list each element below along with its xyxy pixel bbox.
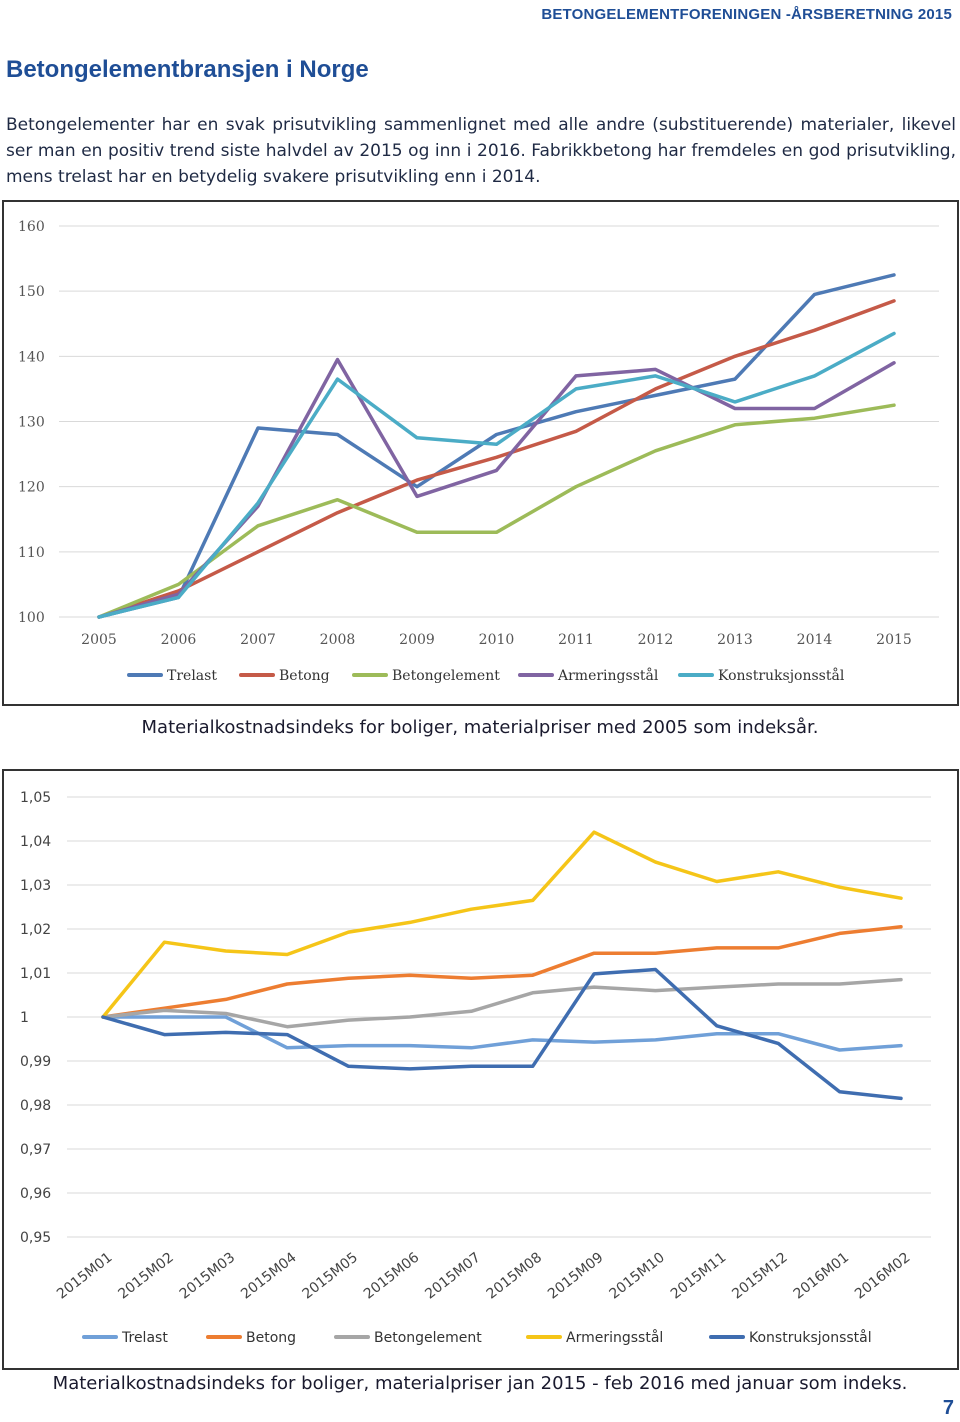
chart1-x-tick-label: 2006	[160, 632, 197, 648]
chart2-series-line	[103, 832, 901, 1017]
chart1-legend-label: Armeringsstål	[558, 668, 659, 684]
chart1-x-tick-label: 2005	[81, 632, 117, 648]
chart1-legend-label: Trelast	[167, 668, 217, 684]
chart2-x-tick-label: 2015M10	[606, 1249, 668, 1303]
chart1-y-tick-label: 130	[18, 414, 45, 431]
chart2-x-tick-label: 2015M03	[176, 1249, 239, 1303]
chart2-x-tick-label: 2015M07	[422, 1249, 484, 1303]
chart2-x-tick-label: 2015M08	[483, 1249, 546, 1303]
page-title: Betongelementbransjen i Norge	[6, 56, 369, 83]
chart1-legend-label: Betongelement	[392, 668, 500, 684]
chart-index-jan2015-svg	[4, 771, 957, 1368]
chart2-y-tick-label: 1,04	[20, 834, 52, 850]
chart2-y-tick-label: 1,01	[20, 966, 52, 982]
chart1-series-line	[99, 334, 894, 618]
chart1-series-line	[99, 301, 894, 617]
chart2-x-tick-label: 2015M12	[729, 1249, 791, 1303]
page-number: 7	[942, 1397, 954, 1419]
chart2-legend-label: Konstruksjonsstål	[749, 1330, 872, 1346]
chart2-y-tick-label: 1,05	[20, 790, 52, 806]
chart2-x-tick-label: 2015M01	[53, 1249, 116, 1303]
chart2-x-tick-label: 2015M06	[360, 1249, 423, 1303]
chart1-x-tick-label: 2015	[876, 632, 912, 648]
chart-index-2005-svg	[4, 202, 957, 704]
chart1-legend-label: Betong	[279, 668, 330, 684]
chart1-x-tick-label: 2007	[240, 632, 276, 648]
chart2-y-tick-label: 1,02	[20, 922, 52, 938]
report-header: BETONGELEMENTFORENINGEN -ÅRSBERETNING 2015	[541, 6, 952, 23]
chart2-y-tick-label: 0,98	[20, 1098, 52, 1114]
chart2-x-tick-label: 2015M04	[238, 1249, 300, 1303]
chart1-y-tick-label: 100	[18, 610, 45, 626]
chart1-y-tick-label: 150	[18, 284, 45, 301]
chart2-legend-label: Betong	[246, 1330, 297, 1346]
chart1-series-line	[99, 360, 894, 617]
chart1-legend-label: Konstruksjonsstål	[718, 668, 845, 684]
chart-index-jan2015	[2, 769, 959, 1370]
chart2-legend-label: Betongelement	[374, 1330, 482, 1346]
chart2-y-tick-label: 1	[20, 1010, 29, 1026]
chart-index-jan2015-caption: Materialkostnadsindeks for boliger, materialpriser jan 2015 - feb 2016 med januar som indeks.	[52, 1373, 908, 1394]
chart1-y-tick-label: 160	[18, 219, 45, 235]
chart2-x-tick-label: 2015M11	[667, 1249, 730, 1303]
chart1-x-tick-label: 2012	[637, 632, 674, 648]
chart1-x-tick-label: 2009	[399, 632, 435, 648]
chart2-y-tick-label: 0,95	[20, 1230, 52, 1246]
chart1-x-tick-label: 2010	[478, 632, 515, 648]
chart1-x-tick-label: 2014	[796, 632, 833, 648]
chart-index-2005-caption: Materialkostnadsindeks for boliger, materialpriser med 2005 som indeksår.	[141, 717, 819, 738]
chart1-x-tick-label: 2011	[558, 632, 594, 648]
chart2-x-tick-label: 2015M09	[545, 1249, 607, 1303]
chart2-y-tick-label: 0,96	[20, 1186, 52, 1202]
chart1-y-tick-label: 140	[18, 349, 45, 366]
chart1-y-tick-label: 110	[18, 544, 45, 561]
chart2-legend-label: Armeringsstål	[566, 1330, 664, 1346]
chart1-x-tick-label: 2013	[717, 632, 753, 648]
chart2-legend-label: Trelast	[122, 1330, 168, 1346]
chart2-x-tick-label: 2016M01	[790, 1249, 853, 1303]
chart2-series-line	[103, 980, 901, 1027]
chart2-y-tick-label: 0,97	[20, 1142, 52, 1158]
chart2-x-tick-label: 2015M02	[115, 1249, 177, 1303]
chart2-x-tick-label: 2016M02	[851, 1249, 914, 1303]
chart1-x-tick-label: 2008	[319, 632, 356, 648]
chart2-y-tick-label: 1,03	[20, 878, 52, 894]
chart-index-2005	[2, 200, 959, 706]
chart2-x-tick-label: 2015M05	[299, 1249, 362, 1303]
intro-paragraph: Betongelementer har en svak prisutvikling sammenlignet med alle andre (substituerende) materialer, likevel ser man en positiv trend siste halvdel av 2015 og inn i 2016. Fabrikkbetong har fremdeles en god prisutvikling, mens trelast har en betydelig svakere prisutvikling enn i 2014.	[6, 115, 956, 187]
chart1-y-tick-label: 120	[18, 479, 45, 496]
chart2-y-tick-label: 0,99	[20, 1054, 52, 1070]
